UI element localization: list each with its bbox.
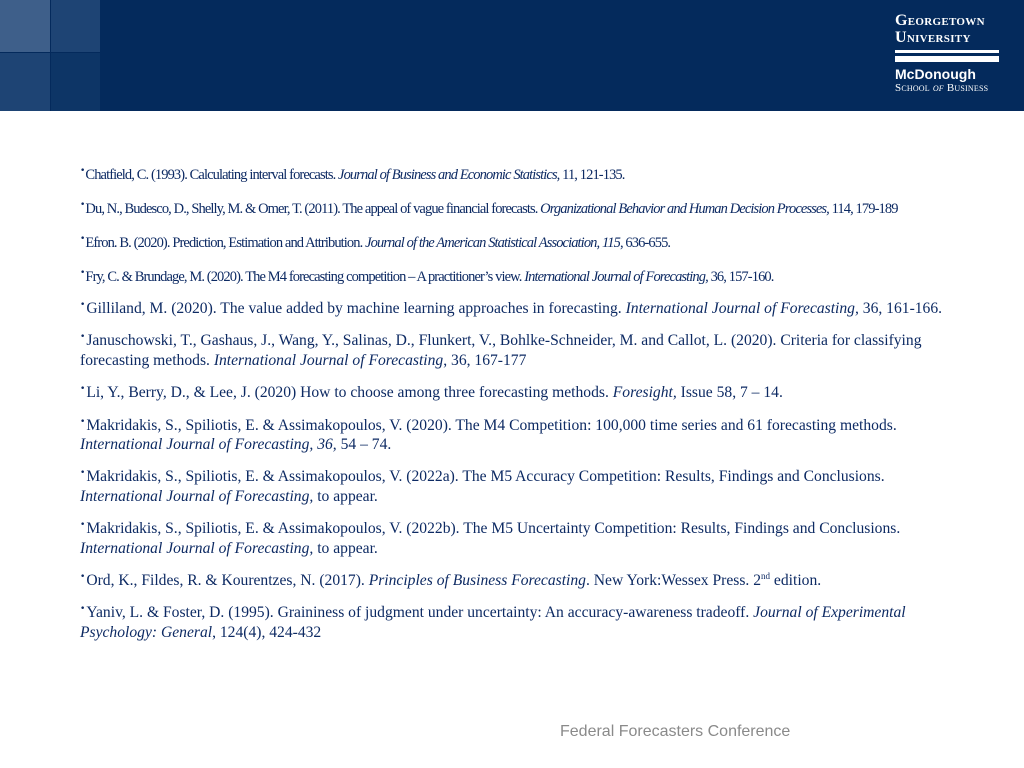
- bullet-icon: •: [80, 268, 85, 278]
- logo-line-georgetown: Georgetown: [895, 12, 985, 29]
- reference-item: •Gilliland, M. (2020). The value added by machine learning approaches in forecasting. International Journal of Forecasting, 36, 161-166.: [80, 300, 943, 317]
- decorative-square: [0, 0, 50, 52]
- bullet-icon: •: [80, 300, 86, 310]
- logo-school-of-business: School of Business: [895, 82, 989, 94]
- header-banner: [0, 0, 1024, 111]
- reference-item: •Du, N., Budesco, D., Shelly, M. & Omer, T. (2011). The appeal of vague financial forecasts. Organizational Behavior and Human Decision Processes, 114, 179-189: [80, 200, 898, 217]
- bullet-icon: •: [80, 468, 86, 479]
- logo-mcdonough: McDonough: [895, 66, 976, 82]
- reference-list: [80, 160, 946, 652]
- footer-text: Federal Forecasters Conference: [560, 723, 791, 740]
- bullet-icon: •: [80, 200, 85, 210]
- logo-divider: [895, 50, 999, 53]
- bullet-icon: •: [80, 166, 85, 176]
- bullet-icon: •: [80, 416, 86, 427]
- logo-divider: [895, 56, 999, 62]
- decorative-square: [0, 53, 50, 111]
- reference-item: •Li, Y., Berry, D., & Lee, J. (2020) How to choose among three forecasting methods. Foresight, Issue 58, 7 – 14.: [80, 384, 783, 402]
- logo-line-university: University: [895, 29, 971, 46]
- reference-item: •Yaniv, L. & Foster, D. (1995). Graininess of judgment under uncertainty: An accuracy-awareness tradeoff. Journal of Experimental Psychology: General, 124(4), 424-432: [80, 604, 906, 641]
- reference-item: •Januschowski, T., Gashaus, J., Wang, Y., Salinas, D., Flunkert, V., Bohlke-Schneider, M. and Callot, L. (2020). Criteria for classifying forecasting methods. International Journal of Forecasting, 36, 167-177: [80, 332, 922, 369]
- georgetown-logo: [895, 12, 1005, 95]
- reference-item: •Fry, C. & Brundage, M. (2020). The M4 forecasting competition – A practitioner’s view. International Journal of Forecasting, 36, 157-160.: [80, 268, 774, 285]
- reference-item: •Ord, K., Fildes, R. & Kourentzes, N. (2017). Principles of Business Forecasting. New York:Wessex Press. 2nd edition.: [80, 571, 822, 590]
- bullet-icon: •: [80, 332, 86, 343]
- decorative-square: [51, 53, 100, 111]
- decorative-square: [51, 0, 100, 52]
- bullet-icon: •: [80, 234, 85, 244]
- reference-item: •Makridakis, S., Spiliotis, E. & Assimakopoulos, V. (2020). The M4 Competition: 100,000 time series and 61 forecasting methods. International Journal of Forecasting, 36, 54 – 74.: [80, 416, 897, 454]
- bullet-icon: •: [80, 604, 86, 615]
- bullet-icon: •: [80, 572, 86, 583]
- reference-item: •Makridakis, S., Spiliotis, E. & Assimakopoulos, V. (2022b). The M5 Uncertainty Competition: Results, Findings and Conclusions. International Journal of Forecasting, to appear.: [80, 520, 901, 557]
- bullet-icon: •: [80, 384, 86, 395]
- bullet-icon: •: [80, 520, 86, 531]
- reference-item: •Chatfield, C. (1993). Calculating interval forecasts. Journal of Business and Economic Statistics, 11, 121-135.: [80, 166, 625, 183]
- reference-item: •Makridakis, S., Spiliotis, E. & Assimakopoulos, V. (2022a). The M5 Accuracy Competition: Results, Findings and Conclusions. International Journal of Forecasting, to appear.: [80, 468, 885, 505]
- reference-item: •Efron. B. (2020). Prediction, Estimation and Attribution. Journal of the American Statistical Association, 115, 636-655.: [80, 234, 671, 251]
